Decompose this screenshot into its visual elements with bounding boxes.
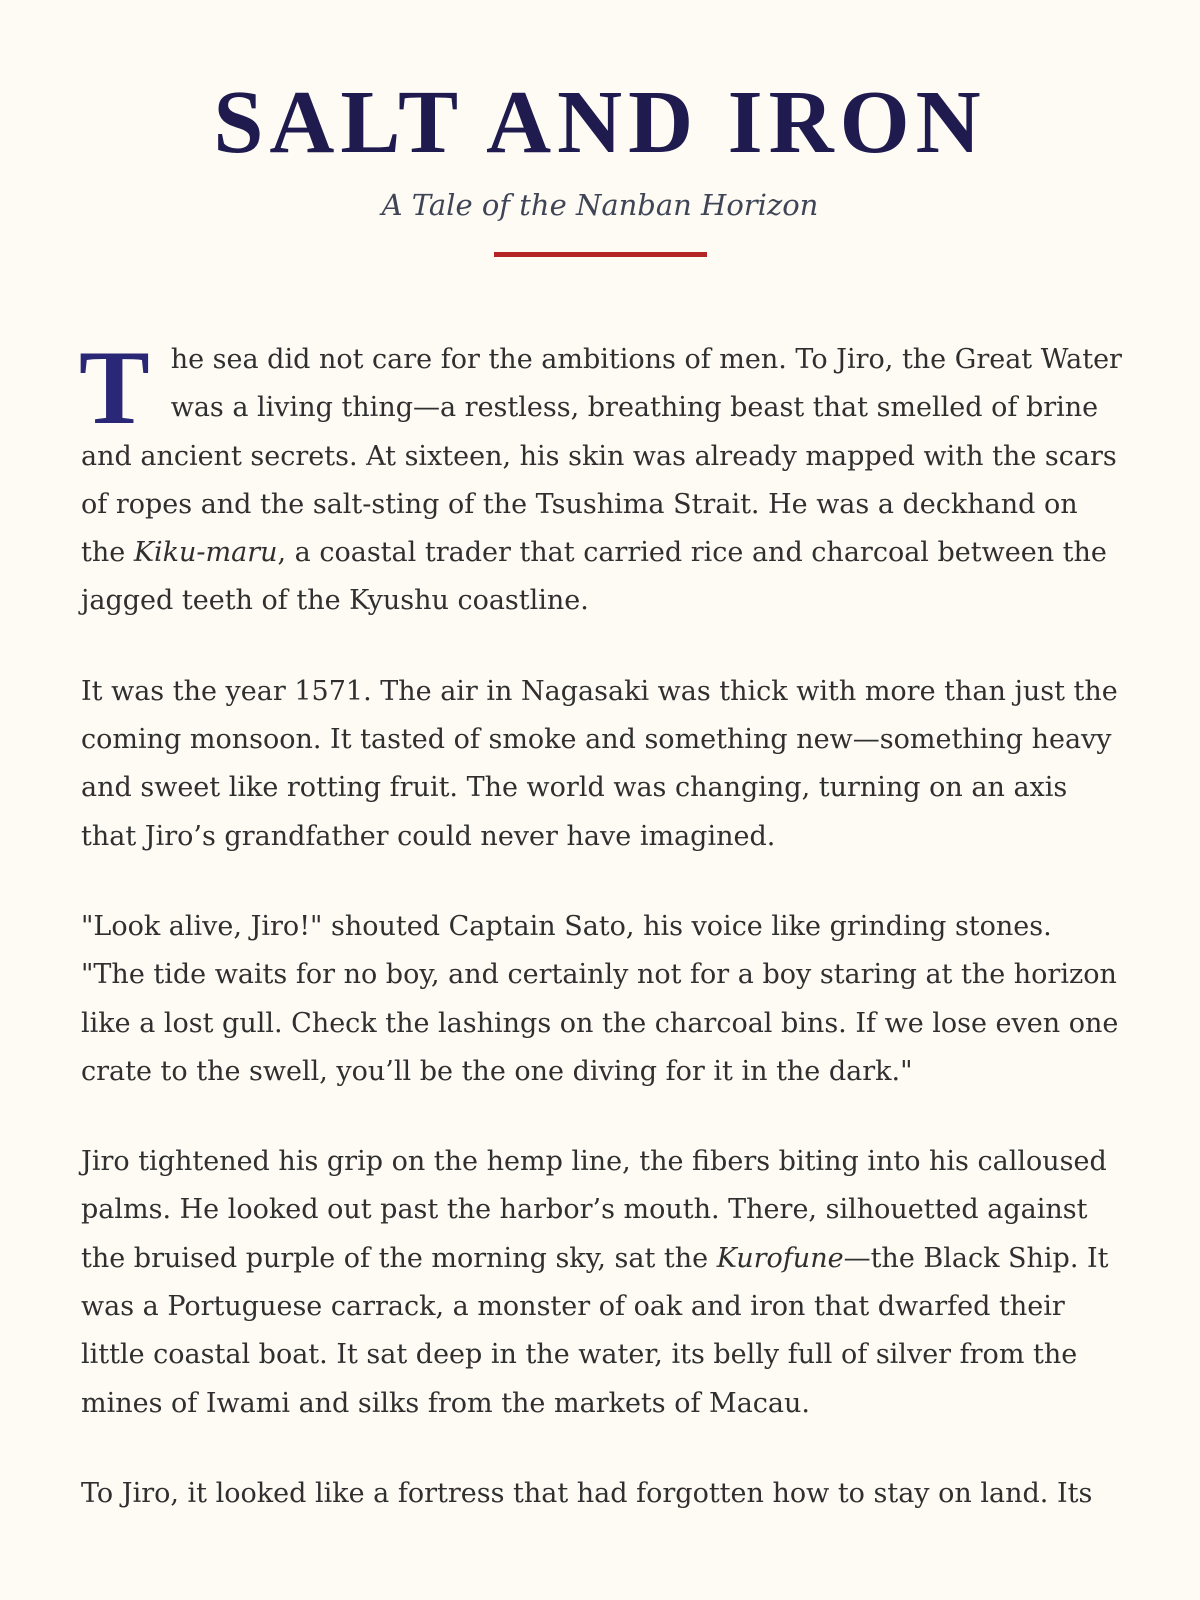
book-title: SALT AND IRON bbox=[213, 73, 987, 172]
paragraph-2: It was the year 1571. The air in Nagasaki was thick with more than just the coming monsoon. It tasted of smoke and something new—something heavy and sweet like rotting fruit. The world was changing, turning on an axis that Jiro’s grandfather could never have imagined. bbox=[81, 675, 1118, 852]
paragraph-3: "Look alive, Jiro!" shouted Captain Sato, his voice like grinding stones. "The tide waits for no boy, and certainly not for a boy staring at the horizon like a lost gull. Check the lashings on the charcoal bins. If we lose even one crate to the swell, you’ll be the one diving for it in the dark." bbox=[81, 910, 1119, 1087]
ship-name-kurofune: Kurofune bbox=[716, 1242, 844, 1274]
story-body bbox=[79, 329, 1123, 1560]
paragraph-5: To Jiro, it looked like a fortress that had forgotten how to stay on land. Its bbox=[81, 1477, 1093, 1509]
ship-name-kiku-maru: Kiku-maru bbox=[133, 537, 278, 569]
paragraph-1 bbox=[79, 329, 1123, 626]
paragraph-1-text-a: he sea did not care for the ambitions of men. To Jiro, the Great Water was a living thing—a restless, breathing beast that smelled of brine and ancient secrets. At sixteen, his skin was already mapped with the scars of ropes and the salt-sting of the Tsushima Strait. He was a deckhand on the bbox=[81, 344, 1122, 569]
paragraph-1-text-b: , a coastal trader that carried rice and charcoal between the jagged teeth of the Kyushu coastline. bbox=[81, 537, 1107, 617]
book-subtitle: A Tale of the Nanban Horizon bbox=[381, 188, 819, 222]
paragraph-4-text-b: —the Black Ship. It was a Portuguese carrack, a monster of oak and iron that dwarfed their little coastal boat. It sat deep in the water, its belly full of silver from the mines of Iwami and silks from the markets of Macau. bbox=[81, 1242, 1109, 1419]
paragraph-4 bbox=[81, 1138, 1123, 1428]
paragraph-4-text-a: Jiro tightened his grip on the hemp line, the fibers biting into his calloused palms. He looked out past the harbor’s mouth. There, silhouetted against the bruised purple of the morning sky, sat the bbox=[81, 1146, 1107, 1274]
book-header bbox=[0, 0, 1200, 257]
title-divider bbox=[494, 252, 707, 257]
drop-cap: T bbox=[79, 329, 150, 446]
